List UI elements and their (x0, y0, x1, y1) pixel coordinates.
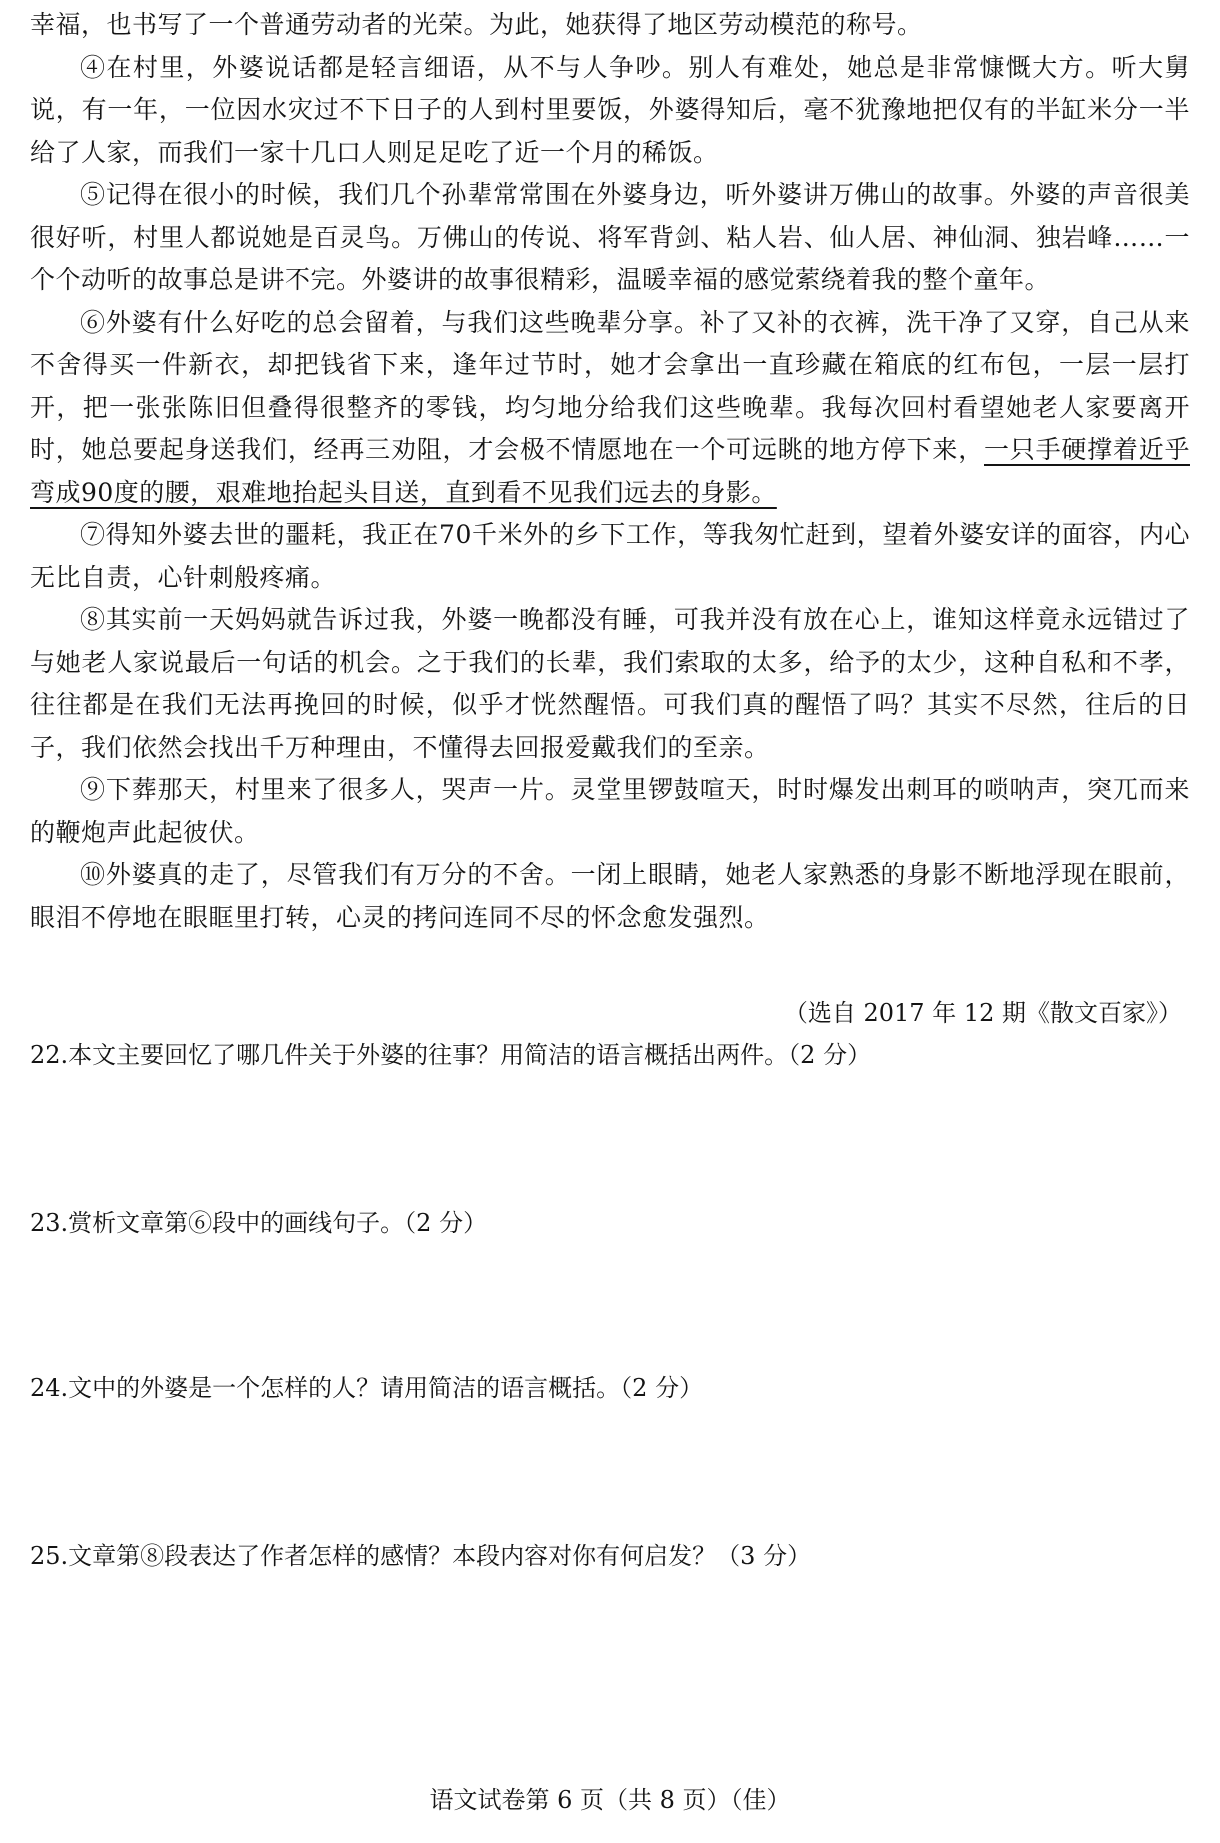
underlined-sentence: 一只手硬撑着近乎弯成90度的腰，艰难地抬起头目送，直到看不见我们远去的身影。 (30, 435, 1190, 507)
paragraph-6-text: ⑥外婆有什么好吃的总会留着，与我们这些晚辈分享。补了又补的衣裤，洗干净了又穿，自己从来不舍得买一件新衣，却把钱省下来，逢年过节时，她才会拿出一直珍藏在箱底的红布包，一层一层打开，把一张张陈旧但叠得很整齐的零钱，均匀地分给我们这些晚辈。我每次回村看望她老人家要离开时，她总要起身送我们，经再三劝阻，才会极不情愿地在一个可远眺的地方停下来， (30, 307, 1190, 464)
page-footer: 语文试卷第 6 页（共 8 页）（佳） (429, 1786, 791, 1814)
paragraph-10: ⑩外婆真的走了，尽管我们有万分的不舍。一闭上眼睛，她老人家熟悉的身影不断地浮现在眼前，眼泪不停地在眼眶里打转，心灵的拷问连同不尽的怀念愈发强烈。 (30, 860, 1190, 932)
paragraph-9: ⑨下葬那天，村里来了很多人，哭声一片。灵堂里锣鼓喧天，时时爆发出刺耳的唢呐声，突兀而来的鞭炮声此起彼伏。 (30, 775, 1190, 847)
question-23: 23.赏析文章第⑥段中的画线句子。（2 分） (30, 1209, 488, 1237)
paragraph-6 (30, 302, 1190, 515)
question-25: 25.文章第⑧段表达了作者怎样的感情？本段内容对你有何启发？（3 分） (30, 1542, 812, 1570)
paragraph-3-continued: 幸福，也书写了一个普通劳动者的光荣。为此，她获得了地区劳动模范的称号。 (30, 10, 923, 39)
question-22: 22.本文主要回忆了哪几件关于外婆的往事？用简洁的语言概括出两件。（2 分） (30, 1041, 872, 1069)
reading-passage (30, 4, 1190, 939)
paragraph-7: ⑦得知外婆去世的噩耗，我正在70千米外的乡下工作，等我匆忙赶到，望着外婆安详的面容，内心无比自责，心针刺般疼痛。 (30, 520, 1190, 592)
paragraph-5: ⑤记得在很小的时候，我们几个孙辈常常围在外婆身边，听外婆讲万佛山的故事。外婆的声音很美很好听，村里人都说她是百灵鸟。万佛山的传说、将军背剑、粘人岩、仙人居、神仙洞、独岩峰……一个个动听的故事总是讲不完。外婆讲的故事很精彩，温暖幸福的感觉萦绕着我的整个童年。 (30, 180, 1190, 294)
paragraph-4: ④在村里，外婆说话都是轻言细语，从不与人争吵。别人有难处，她总是非常慷慨大方。听大舅说，有一年，一位因水灾过不下日子的人到村里要饭，外婆得知后，毫不犹豫地把仅有的半缸米分一半给了人家，而我们一家十几口人则足足吃了近一个月的稀饭。 (30, 52, 1190, 167)
paragraph-8: ⑧其实前一天妈妈就告诉过我，外婆一晚都没有睡，可我并没有放在心上，谁知这样竟永远错过了与她老人家说最后一句话的机会。之于我们的长辈，我们索取的太多，给予的太少，这种自私和不孝，往往都是在我们无法再挽回的时候，似乎才恍然醒悟。可我们真的醒悟了吗？其实不尽然，往后的日子，我们依然会找出千万种理由，不懂得去回报爱戴我们的至亲。 (30, 605, 1190, 762)
question-24: 24.文中的外婆是一个怎样的人？请用简洁的语言概括。（2 分） (30, 1374, 704, 1402)
source-citation: （选自 2017 年 12 期《散文百家》） (783, 999, 1182, 1027)
